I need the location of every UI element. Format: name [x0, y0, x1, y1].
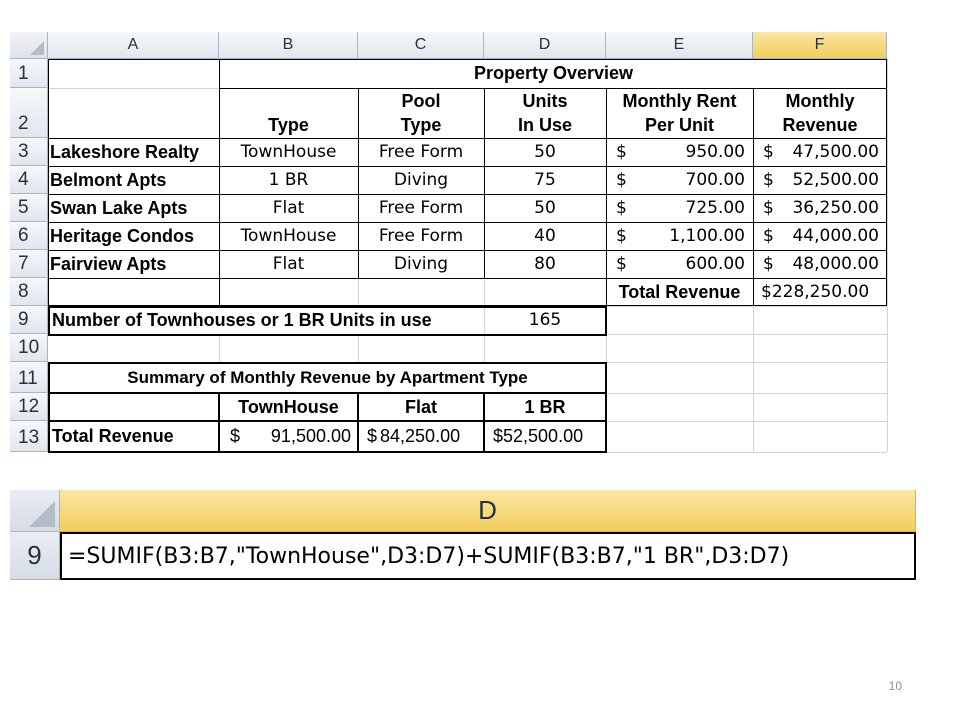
currency-symbol: $ — [367, 426, 378, 446]
summary-flat-value[interactable] — [359, 422, 483, 451]
header-units-line1: Units — [522, 91, 568, 111]
revenue-cell[interactable] — [753, 250, 887, 278]
spreadsheet — [10, 32, 897, 454]
revenue-cell[interactable] — [753, 166, 887, 194]
rent-amount: 1,100.00 — [669, 226, 745, 246]
row-header-4[interactable]: 4 — [10, 166, 48, 194]
revenue-cell[interactable] — [753, 138, 887, 166]
property-type-cell[interactable]: 1 BR — [268, 170, 309, 190]
pool-type-cell[interactable]: Diving — [393, 170, 449, 190]
header-monthly-revenue[interactable] — [753, 88, 887, 138]
header-pool-line2: Type — [400, 115, 442, 135]
currency-symbol: $ — [616, 226, 627, 246]
summary-header-townhouse[interactable]: TownHouse — [238, 396, 339, 417]
row-header-9[interactable]: 9 — [10, 306, 48, 334]
property-type-cell[interactable]: Flat — [272, 198, 305, 218]
thick-border — [48, 451, 607, 453]
revenue-amount: 44,000.00 — [792, 226, 879, 246]
rent-cell[interactable] — [606, 250, 753, 278]
rent-cell[interactable] — [606, 166, 753, 194]
column-header-e[interactable]: E — [606, 32, 753, 59]
property-name-cell[interactable]: Swan Lake Apts — [50, 197, 188, 218]
rent-amount: 725.00 — [685, 198, 745, 218]
revenue-amount: 52,500.00 — [792, 170, 879, 190]
rent-cell[interactable] — [606, 138, 753, 166]
property-name-cell[interactable]: Belmont Apts — [50, 169, 167, 190]
select-all-corner[interactable] — [10, 32, 48, 59]
revenue-cell[interactable] — [753, 222, 887, 250]
header-revenue-line2: Revenue — [782, 115, 858, 135]
summary-title[interactable]: Summary of Monthly Revenue by Apartment Type — [127, 367, 528, 387]
revenue-cell[interactable] — [753, 194, 887, 222]
header-units-line2: In Use — [517, 115, 573, 135]
property-overview-title[interactable]: Property Overview — [473, 63, 634, 83]
row-header-10[interactable]: 10 — [10, 334, 48, 362]
units-cell[interactable]: 50 — [534, 142, 556, 162]
total-revenue-label[interactable]: Total Revenue — [618, 281, 741, 302]
currency-symbol: $ — [616, 142, 627, 162]
select-all-triangle-icon — [29, 501, 55, 527]
currency-symbol: $ — [763, 254, 774, 274]
property-type-cell[interactable]: TownHouse — [240, 226, 337, 246]
formula-zoom-panel — [10, 490, 916, 582]
column-header-a[interactable]: A — [48, 32, 219, 59]
pool-type-cell[interactable]: Free Form — [378, 142, 464, 162]
header-rent-line2: Per Unit — [644, 115, 714, 135]
rent-cell[interactable] — [606, 194, 753, 222]
summary-1br-value[interactable] — [485, 422, 605, 451]
currency-symbol: $ — [230, 426, 241, 446]
property-type-cell[interactable]: Flat — [272, 254, 305, 274]
row-header-12[interactable]: 12 — [10, 393, 48, 421]
property-name-cell[interactable]: Heritage Condos — [50, 225, 195, 246]
count-value-cell[interactable]: 165 — [528, 310, 562, 330]
rent-cell[interactable] — [606, 222, 753, 250]
units-cell[interactable]: 80 — [534, 254, 556, 274]
pool-type-cell[interactable]: Free Form — [378, 226, 464, 246]
summary-amount: 52,500.00 — [503, 426, 584, 446]
rent-amount: 700.00 — [685, 170, 745, 190]
row-header-6[interactable]: 6 — [10, 222, 48, 250]
header-monthly-rent[interactable] — [606, 88, 753, 138]
thick-border — [605, 362, 607, 453]
summary-total-revenue-label[interactable]: Total Revenue — [52, 426, 174, 446]
currency-symbol: $ — [616, 254, 627, 274]
zoom-column-header-d[interactable]: D — [60, 490, 916, 532]
currency-symbol: $ — [763, 170, 774, 190]
column-header-c[interactable]: C — [358, 32, 484, 59]
row-header-8[interactable]: 8 — [10, 278, 48, 306]
header-units[interactable] — [484, 88, 606, 138]
row-header-2[interactable]: 2 — [10, 88, 48, 138]
header-pool-type[interactable] — [358, 88, 484, 138]
total-revenue-value[interactable]: $228,250.00 — [761, 282, 870, 302]
header-rent-line1: Monthly Rent — [622, 91, 737, 111]
row-header-3[interactable]: 3 — [10, 138, 48, 166]
currency-symbol: $ — [616, 198, 627, 218]
summary-townhouse-value[interactable] — [220, 422, 357, 451]
rent-amount: 950.00 — [685, 142, 745, 162]
header-pool-line1: Pool — [401, 91, 441, 111]
revenue-amount: 36,250.00 — [792, 198, 879, 218]
rent-amount: 600.00 — [685, 254, 745, 274]
summary-header-flat[interactable]: Flat — [404, 396, 437, 417]
currency-symbol: $ — [763, 198, 774, 218]
page-number: 10 — [888, 679, 902, 693]
currency-symbol: $ — [616, 170, 627, 190]
currency-symbol: $ — [763, 142, 774, 162]
select-all-triangle-icon — [30, 41, 44, 55]
property-name-cell[interactable]: Lakeshore Realty — [50, 141, 200, 162]
row-header-7[interactable]: 7 — [10, 250, 48, 278]
row-header-13[interactable]: 13 — [10, 421, 48, 452]
row-header-11[interactable]: 11 — [10, 362, 48, 393]
units-cell[interactable]: 50 — [534, 198, 556, 218]
pool-type-cell[interactable]: Free Form — [378, 198, 464, 218]
units-cell[interactable]: 40 — [534, 226, 556, 246]
thick-border — [48, 306, 50, 336]
summary-header-1br[interactable]: 1 BR — [524, 396, 566, 417]
header-type[interactable] — [219, 88, 358, 138]
header-type-label: Type — [268, 115, 309, 135]
summary-amount: 91,500.00 — [270, 426, 351, 446]
currency-symbol: $ — [763, 226, 774, 246]
row-header-1[interactable]: 1 — [10, 59, 48, 88]
column-header-f[interactable]: F — [753, 32, 887, 59]
property-name-cell[interactable]: Fairview Apts — [50, 253, 167, 274]
revenue-amount: 48,000.00 — [792, 254, 879, 274]
summary-amount: 84,250.00 — [380, 426, 461, 446]
revenue-amount: 47,500.00 — [792, 142, 879, 162]
gridline — [887, 59, 888, 452]
units-cell[interactable]: 75 — [534, 170, 556, 190]
zoom-corner[interactable] — [10, 490, 60, 532]
property-type-cell[interactable]: TownHouse — [240, 142, 337, 162]
currency-symbol: $ — [493, 426, 504, 446]
column-header-d[interactable]: D — [484, 32, 606, 59]
count-label[interactable]: Number of Townhouses or 1 BR Units in use — [52, 309, 432, 330]
zoom-row-header-9[interactable]: 9 — [10, 532, 60, 580]
formula-cell[interactable]: =SUMIF(B3:B7,"TownHouse",D3:D7)+SUMIF(B3:B7,"1 BR",D3:D7) — [60, 532, 916, 580]
thick-border — [48, 334, 607, 336]
row-header-5[interactable]: 5 — [10, 194, 48, 222]
pool-type-cell[interactable]: Diving — [393, 254, 449, 274]
column-header-b[interactable]: B — [219, 32, 358, 59]
header-revenue-line1: Monthly — [785, 91, 855, 111]
